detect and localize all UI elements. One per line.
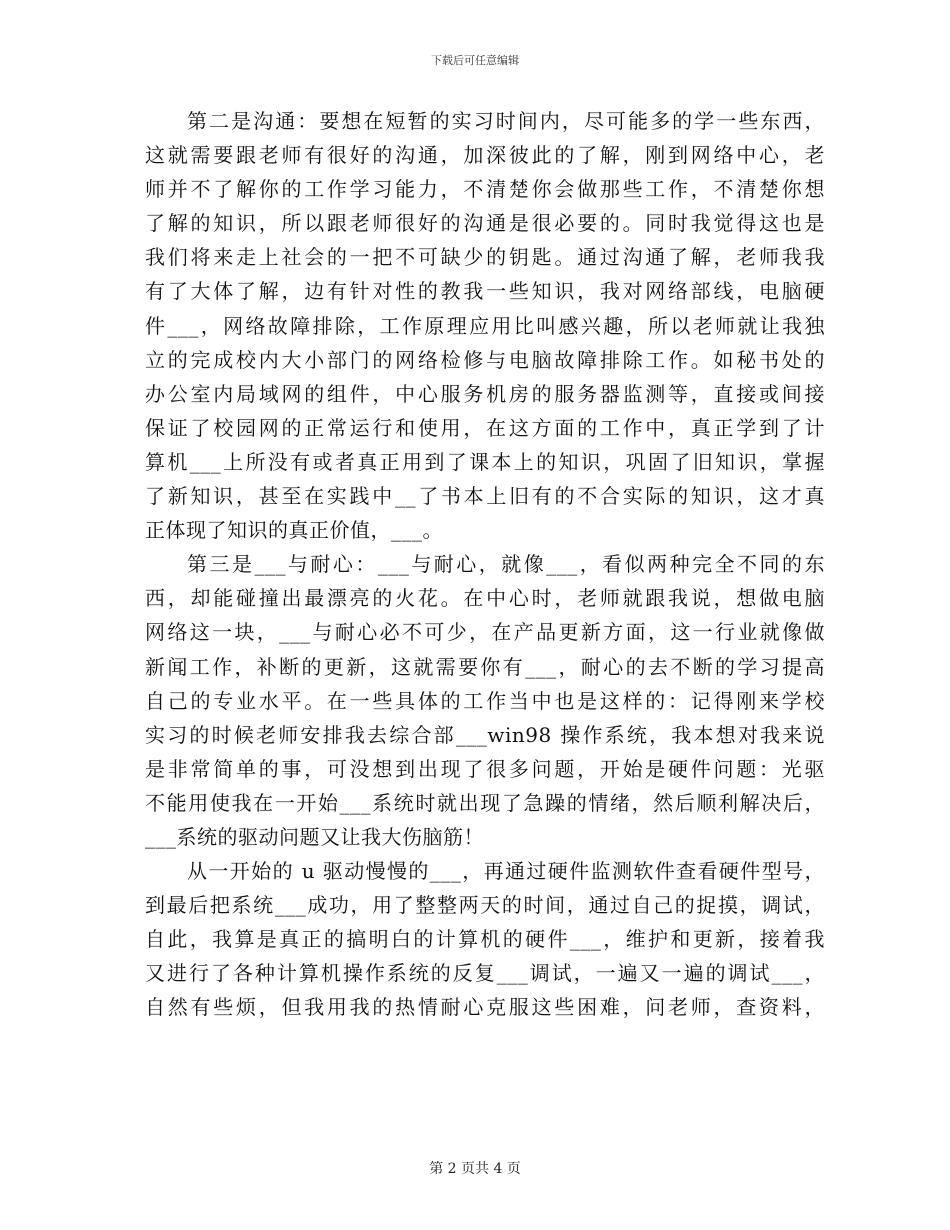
text-line: 这就需要跟老师有很好的沟通，加深彼此的了解，刚到网络中心，老 [145, 143, 825, 168]
text-line: 了新知识，甚至在实践中__了书本上旧有的不合实际的知识，这才真 [145, 484, 825, 509]
text-line: 西，却能碰撞出最漂亮的火花。在中心时，老师就跟我说，想做电脑 [145, 586, 825, 611]
text-line: 到最后把系统___成功，用了整整两天的时间，通过自己的捉摸，调试， [145, 893, 825, 918]
text-line: 又进行了各种计算机操作系统的反复___调试，一遍又一遍的调试___， [145, 961, 825, 986]
text-line: 是非常简单的事，可没想到出现了很多问题，开始是硬件问题：光驱 [145, 756, 825, 781]
text-line: 自此，我算是真正的搞明白的计算机的硬件___，维护和更新，接着我 [145, 927, 825, 952]
document-body [145, 104, 825, 1025]
text-line: 算机___上所没有或者真正用到了课本上的知识，巩固了旧知识，掌握 [145, 449, 825, 474]
text-line: 第二是沟通：要想在短暂的实习时间内，尽可能多的学一些东西， [187, 109, 825, 133]
text-line: 实习的时候老师安排我去综合部___win98 操作系统，我本想对我来说 [145, 722, 825, 747]
text-line: 师并不了解你的工作学习能力，不清楚你会做那些工作，不清楚你想 [145, 177, 825, 202]
paragraph [145, 854, 825, 1024]
text-line: 办公室内局域网的组件，中心服务机房的服务器监测等，直接或间接 [145, 381, 825, 406]
text-line: 从一开始的 u 驱动慢慢的___，再通过硬件监测软件查看硬件型号， [187, 859, 825, 884]
text-line: 第三是___与耐心：___与耐心，就像___，看似两种完全不同的东 [187, 552, 825, 577]
page-header: 下载后可任意编辑 [431, 54, 519, 67]
paragraph [145, 547, 825, 854]
text-line: 不能用使我在一开始___系统时就出现了急躁的情绪，然后顺利解决后， [145, 790, 825, 815]
text-line: 网络这一块，___与耐心必不可少，在产品更新方面，这一行业就像做 [145, 620, 825, 645]
text-line: 自己的专业水平。在一些具体的工作当中也是这样的：记得刚来学校 [145, 688, 825, 713]
text-line: ___系统的驱动问题又让我大伤脑筋！ [145, 824, 484, 849]
text-line: 自然有些烦，但我用我的热情耐心克服这些困难，问老师，查资料， [145, 995, 825, 1020]
text-line: 正体现了知识的真正价值，___。 [145, 518, 443, 543]
text-line: 有了大体了解，边有针对性的教我一些知识，我对网络部线，电脑硬 [145, 279, 825, 304]
text-line: 新闻工作，补断的更新，这就需要你有___，耐心的去不断的学习提高 [145, 654, 825, 679]
text-line: 保证了校园网的正常运行和使用，在这方面的工作中，真正学到了计 [145, 415, 825, 440]
text-line: 了解的知识，所以跟老师很好的沟通是很必要的。同时我觉得这也是 [145, 211, 825, 236]
paragraph [145, 104, 825, 547]
text-line: 件___，网络故障排除，工作原理应用比叫感兴趣，所以老师就让我独 [145, 313, 825, 338]
text-line: 我们将来走上社会的一把不可缺少的钥匙。通过沟通了解，老师我我 [145, 245, 825, 270]
page-number: 第 2 页共 4 页 [429, 1161, 521, 1177]
text-line: 立的完成校内大小部门的网络检修与电脑故障排除工作。如秘书处的 [145, 347, 825, 372]
